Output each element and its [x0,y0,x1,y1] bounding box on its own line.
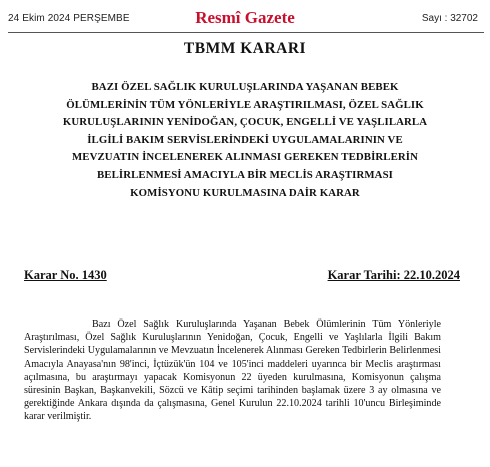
decision-body: Bazı Özel Sağlık Kuruluşlarında Yaşanan Bebek Ölümlerinin Tüm Yönleriyle Araştırılması, Özel Sağlık Kuruluşlarının Yenidoğan, Çocuk, Engelli ve Yaşlılarla İlgili Bakım Servislerindeki Uygulamalarının ve Mevzuatın İncelenerek Alınması Gereken Tedbirlerin Belirlenmesi Amacıyla Anayasa'nın 98'inci, İçtüzük'ün 104 ve 105'inci maddeleri uyarınca bir Meclis araştırması açılmasına, bu araştırmayı yapacak Komisyonun 22 üyeden kurulmasına, Komisyonun çalışma süresinin Başkan, Başkanvekili, Sözcü ve Kâtip seçimi tarihinden başlamak üzere 3 ay olmasına ve gerektiğinde Ankara dışında da çalışmasına, Genel Kurulun 22.10.2024 tarihli 10'uncu Birleşiminde karar verilmiştir. [24,319,441,423]
issue-date: 24 Ekim 2024 PERŞEMBE [8,13,130,24]
decision-number: Karar No. 1430 [24,268,107,282]
decision-date: Karar Tarihi: 22.10.2024 [327,268,460,282]
decision-meta [24,268,460,286]
document-title: TBMM KARARI [183,40,307,57]
gazette-title: Resmî Gazete [195,8,295,27]
gazette-masthead [0,0,490,30]
issue-number: Sayı : 32702 [421,13,478,24]
masthead-divider [8,32,484,33]
decision-subject: BAZI ÖZEL SAĞLIK KURULUŞLARINDA YAŞANAN BEBEK ÖLÜMLERİNİN TÜM YÖNLERİYLE ARAŞTIRILMASI, ÖZEL SAĞLIK KURULUŞLARININ YENİDOĞAN, ÇOCUK, ENGELLİ VE YAŞLILARLA İLGİLİ BAKIM SERVİSLERİNDEKİ UYGULAMALARININ VE MEVZUATIN İNCELENEREK ALINMASI GEREKEN TEDBİRLERİN BELİRLENMESİ AMACIYLA BİR MECLİS ARAŞTIRMASI KOMİSYONU KURULMASINA DAİR KARAR [62,81,428,199]
